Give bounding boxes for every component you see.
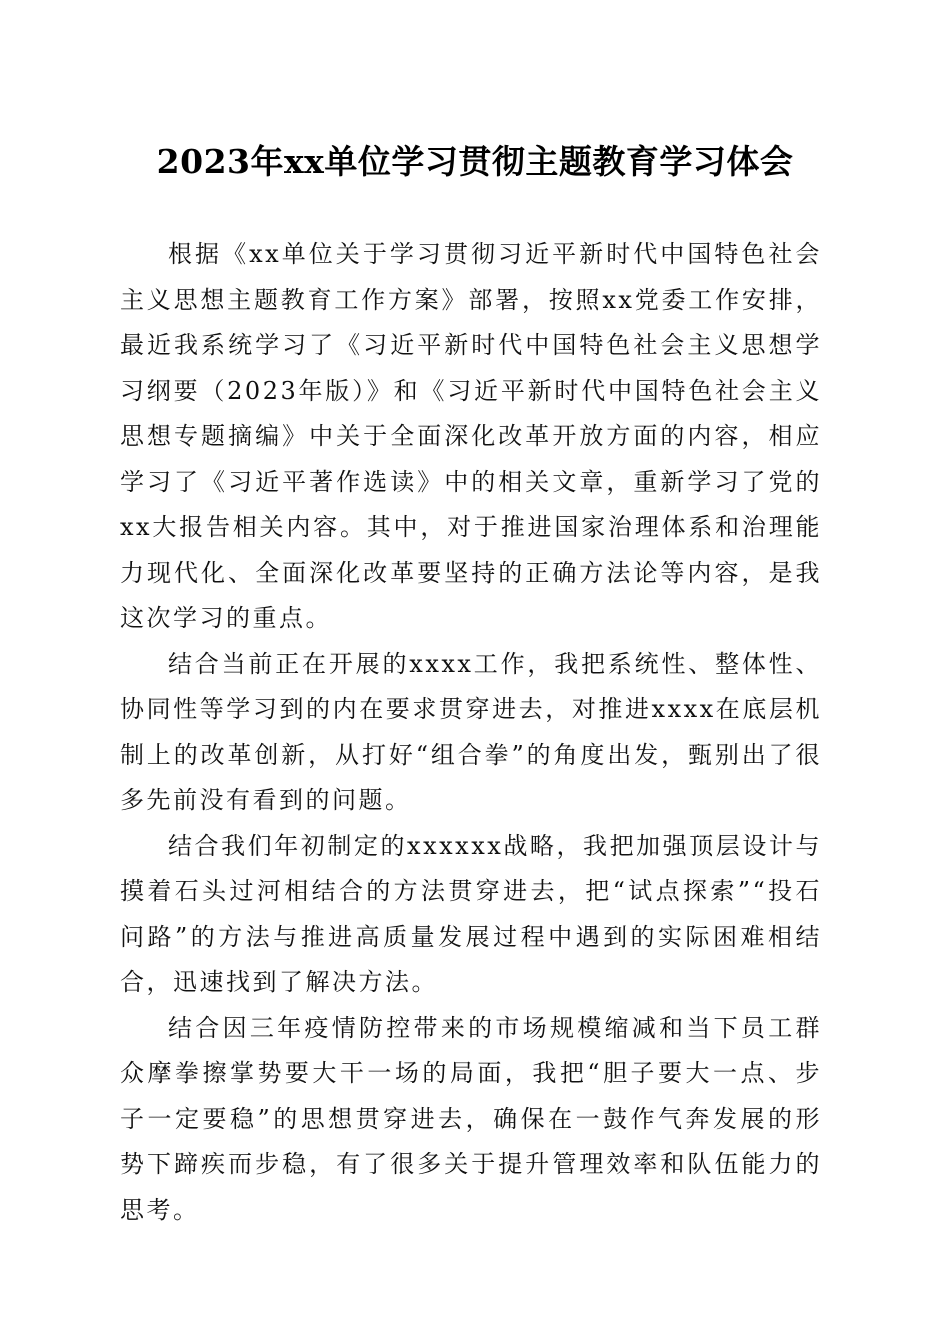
paragraph-4: 结合因三年疫情防控带来的市场规模缩减和当下员工群众摩拳擦掌势要大干一场的局面，我把“胆子要大一点、步子一定要稳”的思想贯穿进去，确保在一鼓作气奔发展的形势下蹄疾而步稳，有了很多关于提升管理效率和队伍能力的思考。 <box>120 1013 822 1224</box>
paragraph-2: 结合当前正在开展的xxxx工作，我把系统性、整体性、协同性等学习到的内在要求贯穿进去，对推进xxxx在底层机制上的改革创新，从打好“组合拳”的角度出发，甄别出了很多先前没有看到的问题。 <box>120 649 822 814</box>
paragraph-1: 根据《xx单位关于学习贯彻习近平新时代中国特色社会主义思想主题教育工作方案》部署，按照xx党委工作安排，最近我系统学习了《习近平新时代中国特色社会主义思想学习纲要（2023年版）》和《习近平新时代中国特色社会主义思想专题摘编》中关于全面深化改革开放方面的内容，相应学习了《习近平著作选读》中的相关文章，重新学习了党的xx大报告相关内容。其中，对于推进国家治理体系和治理能力现代化、全面深化改革要坚持的正确方法论等内容，是我这次学习的重点。 <box>120 240 822 632</box>
paragraph-3: 结合我们年初制定的xxxxxx战略，我把加强顶层设计与摸着石头过河相结合的方法贯穿进去，把“试点探索”“投石问路”的方法与推进高质量发展过程中遇到的实际困难相结合，迅速找到了解决方法。 <box>120 831 822 996</box>
document-title: 2023年xx单位学习贯彻主题教育学习体会 <box>156 142 794 181</box>
document-body <box>120 232 822 1233</box>
